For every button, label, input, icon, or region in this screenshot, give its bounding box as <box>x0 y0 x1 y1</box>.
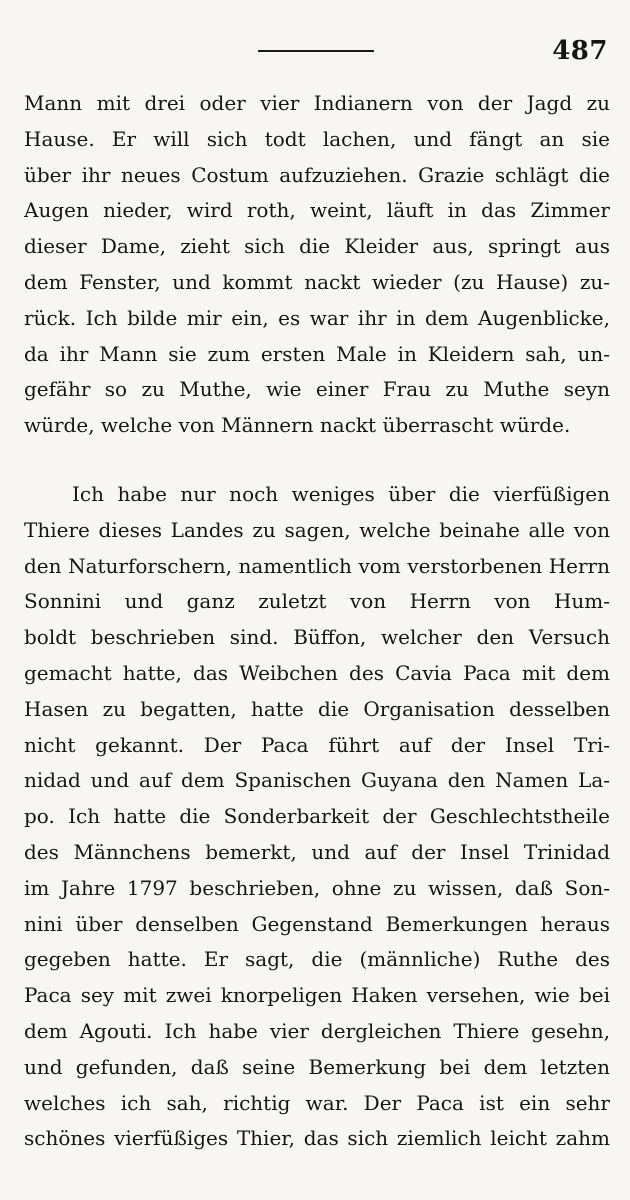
text-line: rück. Ich bilde mir ein, es war ihr in dem Augenblicke, <box>24 305 610 330</box>
text-line: Hasen zu begatten, hatte die Organisation desselben <box>24 696 610 721</box>
text-line: Mann mit drei oder vier Indianern von der Jagd zu <box>24 91 610 115</box>
text-line: boldt beschrieben sind. Büffon, welcher den Versuch <box>24 625 610 650</box>
text-line: würde, welche von Männern nackt überrascht würde. <box>24 413 571 438</box>
text-line: dem Agouti. Ich habe vier dergleichen Thiere gesehn, <box>24 1018 610 1043</box>
text-line: da ihr Mann sie zum ersten Male in Kleidern sah, un- <box>24 341 610 366</box>
text-line: gefähr so zu Muthe, wie einer Frau zu Muthe seyn <box>24 377 610 402</box>
text-line: nini über denselben Gegenstand Bemerkungen heraus <box>24 911 610 936</box>
page-number: 487 <box>552 36 608 66</box>
text-line: dem Fenster, und kommt nackt wieder (zu Hause) zu- <box>24 269 610 294</box>
text-line: Augen nieder, wird roth, weint, läuft in das Zimmer <box>24 198 610 223</box>
paragraph-1 <box>24 86 610 444</box>
text-line: welches ich sah, richtig war. Der Paca ist ein sehr <box>24 1090 610 1115</box>
text-line: über ihr neues Costum aufzuziehen. Grazie schlägt die <box>24 162 610 187</box>
text-line: den Naturforschern, namentlich vom verstorbenen Herrn <box>24 553 610 578</box>
text-line: nicht gekannt. Der Paca führt auf der Insel Tri- <box>24 732 610 757</box>
header-rule <box>258 50 374 52</box>
paragraph-2 <box>24 477 610 1157</box>
text-line: und gefunden, daß seine Bemerkung bei dem letzten <box>24 1054 610 1079</box>
text-line: nidad und auf dem Spanischen Guyana den Namen La- <box>24 768 610 793</box>
text-line: Ich habe nur noch weniges über die vierfüßigen <box>72 482 610 506</box>
text-line: po. Ich hatte die Sonderbarkeit der Geschlechtstheile <box>24 804 610 829</box>
text-line: Paca sey mit zwei knorpeligen Haken versehen, wie bei <box>24 983 610 1008</box>
text-line: Sonnini und ganz zuletzt von Herrn von Hum- <box>24 589 610 614</box>
text-line: dieser Dame, zieht sich die Kleider aus, springt aus <box>24 234 610 259</box>
text-line: schönes vierfüßiges Thier, das sich ziemlich leicht zahm <box>24 1126 610 1151</box>
text-line: gemacht hatte, das Weibchen des Cavia Paca mit dem <box>24 660 610 685</box>
text-line: Thiere dieses Landes zu sagen, welche beinahe alle von <box>24 517 610 542</box>
text-line: Hause. Er will sich todt lachen, und fängt an sie <box>24 126 610 151</box>
text-line: des Männchens bemerkt, und auf der Insel Trinidad <box>24 839 610 864</box>
text-line: gegeben hatte. Er sagt, die (männliche) Ruthe des <box>24 947 610 972</box>
text-line: im Jahre 1797 beschrieben, ohne zu wissen, daß Son- <box>24 875 610 900</box>
